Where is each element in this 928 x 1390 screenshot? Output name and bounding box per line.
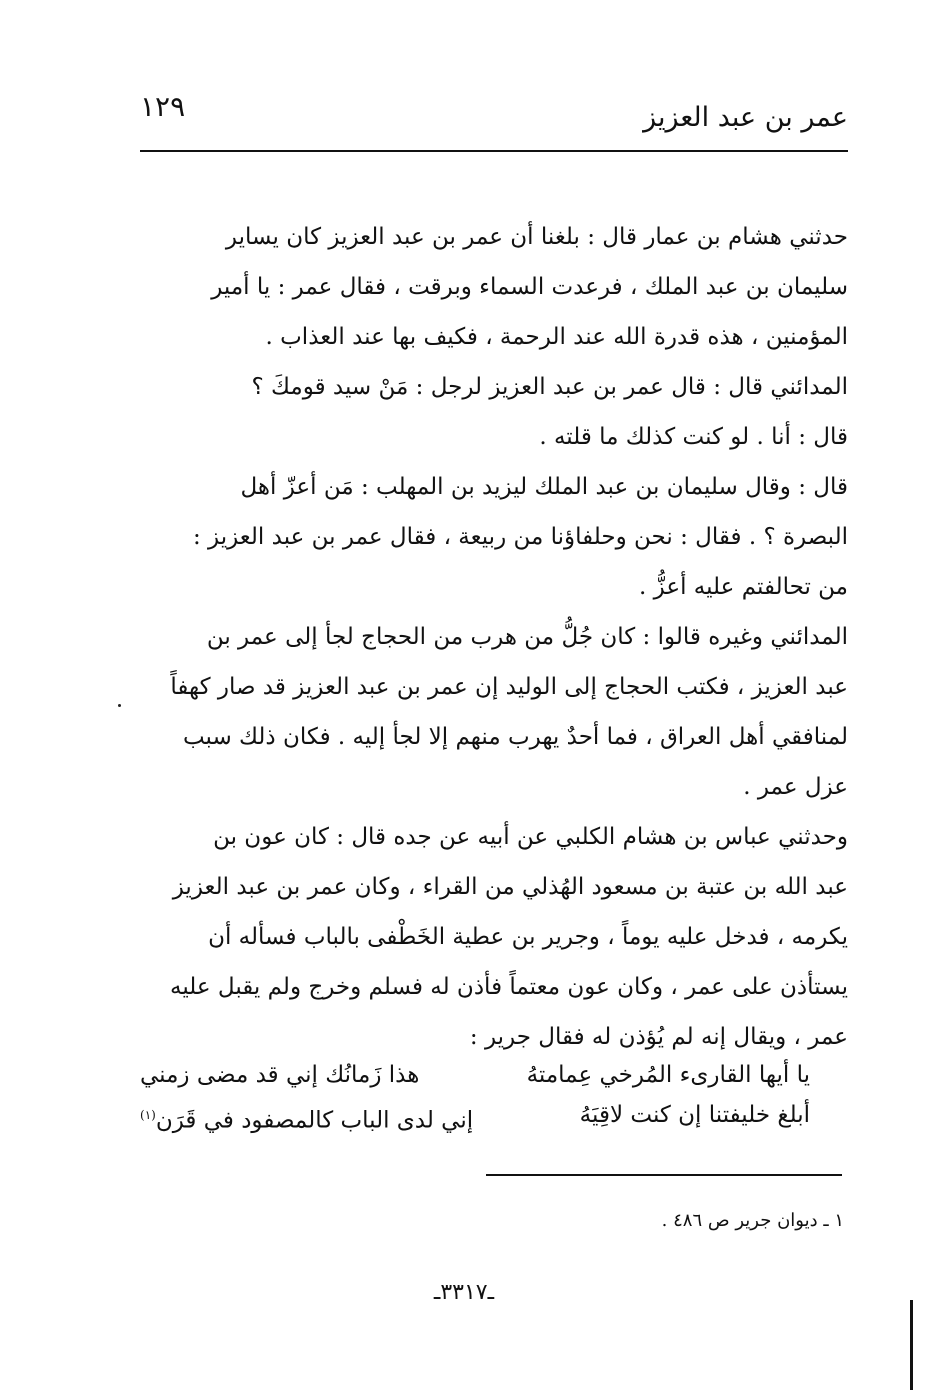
text-line: المؤمنين ، هذه قدرة الله عند الرحمة ، فكيف بها عند العذاب . [265, 324, 848, 350]
text-line: من تحالفتم عليه أعزُّ . [639, 574, 848, 600]
text-line: قال : أنا . لو كنت كذلك ما قلته . [539, 424, 848, 450]
verse-second-hemistich [140, 1095, 473, 1135]
text-line: يستأذن على عمر ، وكان عون معتماً فأذن له فسلم وخرج ولم يقبل عليه [170, 974, 848, 1000]
text-line: سليمان بن عبد الملك ، فرعدت السماء وبرقت ، فقال عمر : يا أمير [211, 274, 848, 300]
text-line: حدثني هشام بن عمار قال : بلغنا أن عمر بن عبد العزيز كان يساير [225, 224, 848, 250]
verse-first-hemistich: أبلغ خليفتنا إن كنت لاقِيَهُ [579, 1102, 810, 1128]
footnote-marker: (١) [140, 1108, 156, 1122]
text-line: لمنافقي أهل العراق ، فما أحدٌ يهرب منهم إلا لجأ إليه . فكان ذلك سبب [182, 724, 848, 750]
page-number: ١٢٩ [140, 90, 186, 123]
text-line: عمر ، ويقال إنه لم يُؤذن له فقال جرير : [469, 1024, 848, 1050]
text-line: عبد العزيز ، فكتب الحجاج إلى الوليد إن عمر بن عبد العزيز قد صار كهفاً [170, 674, 848, 700]
verse-text: إني لدى الباب كالمصفود في قَرَن [155, 1107, 474, 1134]
text-line: وحدثني عباس بن هشام الكلبي عن أبيه عن جده قال : كان عون بن [213, 824, 848, 850]
text-line: قال : وقال سليمان بن عبد الملك ليزيد بن المهلب : مَن أعزّ أهل [240, 474, 848, 500]
verse-line [140, 1095, 848, 1135]
main-text [135, 212, 848, 1062]
verse-first-hemistich: يا أيها القارىء المُرخي عِمامتهُ [526, 1062, 810, 1088]
page-footer-number: ـ٣٣١٧ـ [433, 1280, 495, 1305]
poem [140, 1055, 848, 1135]
text-line: يكرمه ، فدخل عليه يوماً ، وجرير بن عطية الخَطْفى بالباب فسأله أن [208, 924, 848, 950]
text-line: البصرة ؟ . فقال : نحن وحلفاؤنا من ربيعة ، فقال عمر بن عبد العزيز : [192, 524, 848, 550]
scan-speck [118, 704, 121, 707]
binding-edge-line [910, 1300, 913, 1390]
verse-second-hemistich: هذا زَمانُك إني قد مضى زمني [140, 1062, 420, 1088]
footnote: ١ ـ ديوان جرير ص ٤٨٦ . [661, 1210, 844, 1231]
text-line: المدائني وغيره قالوا : كان جُلُّ من هرب من الحجاج لجأ إلى عمر بن [206, 624, 848, 650]
header-divider [140, 150, 848, 152]
text-line: عزل عمر . [743, 774, 848, 800]
running-header-title: عمر بن عبد العزيز [643, 102, 848, 133]
text-line: المدائني قال : قال عمر بن عبد العزيز لرجل : مَنْ سيد قومكَ ؟ [251, 374, 848, 400]
footnote-divider [486, 1174, 842, 1176]
text-line: عبد الله بن عتبة بن مسعود الهُذلي من القراء ، وكان عمر بن عبد العزيز [172, 874, 848, 900]
verse-line [140, 1055, 848, 1095]
